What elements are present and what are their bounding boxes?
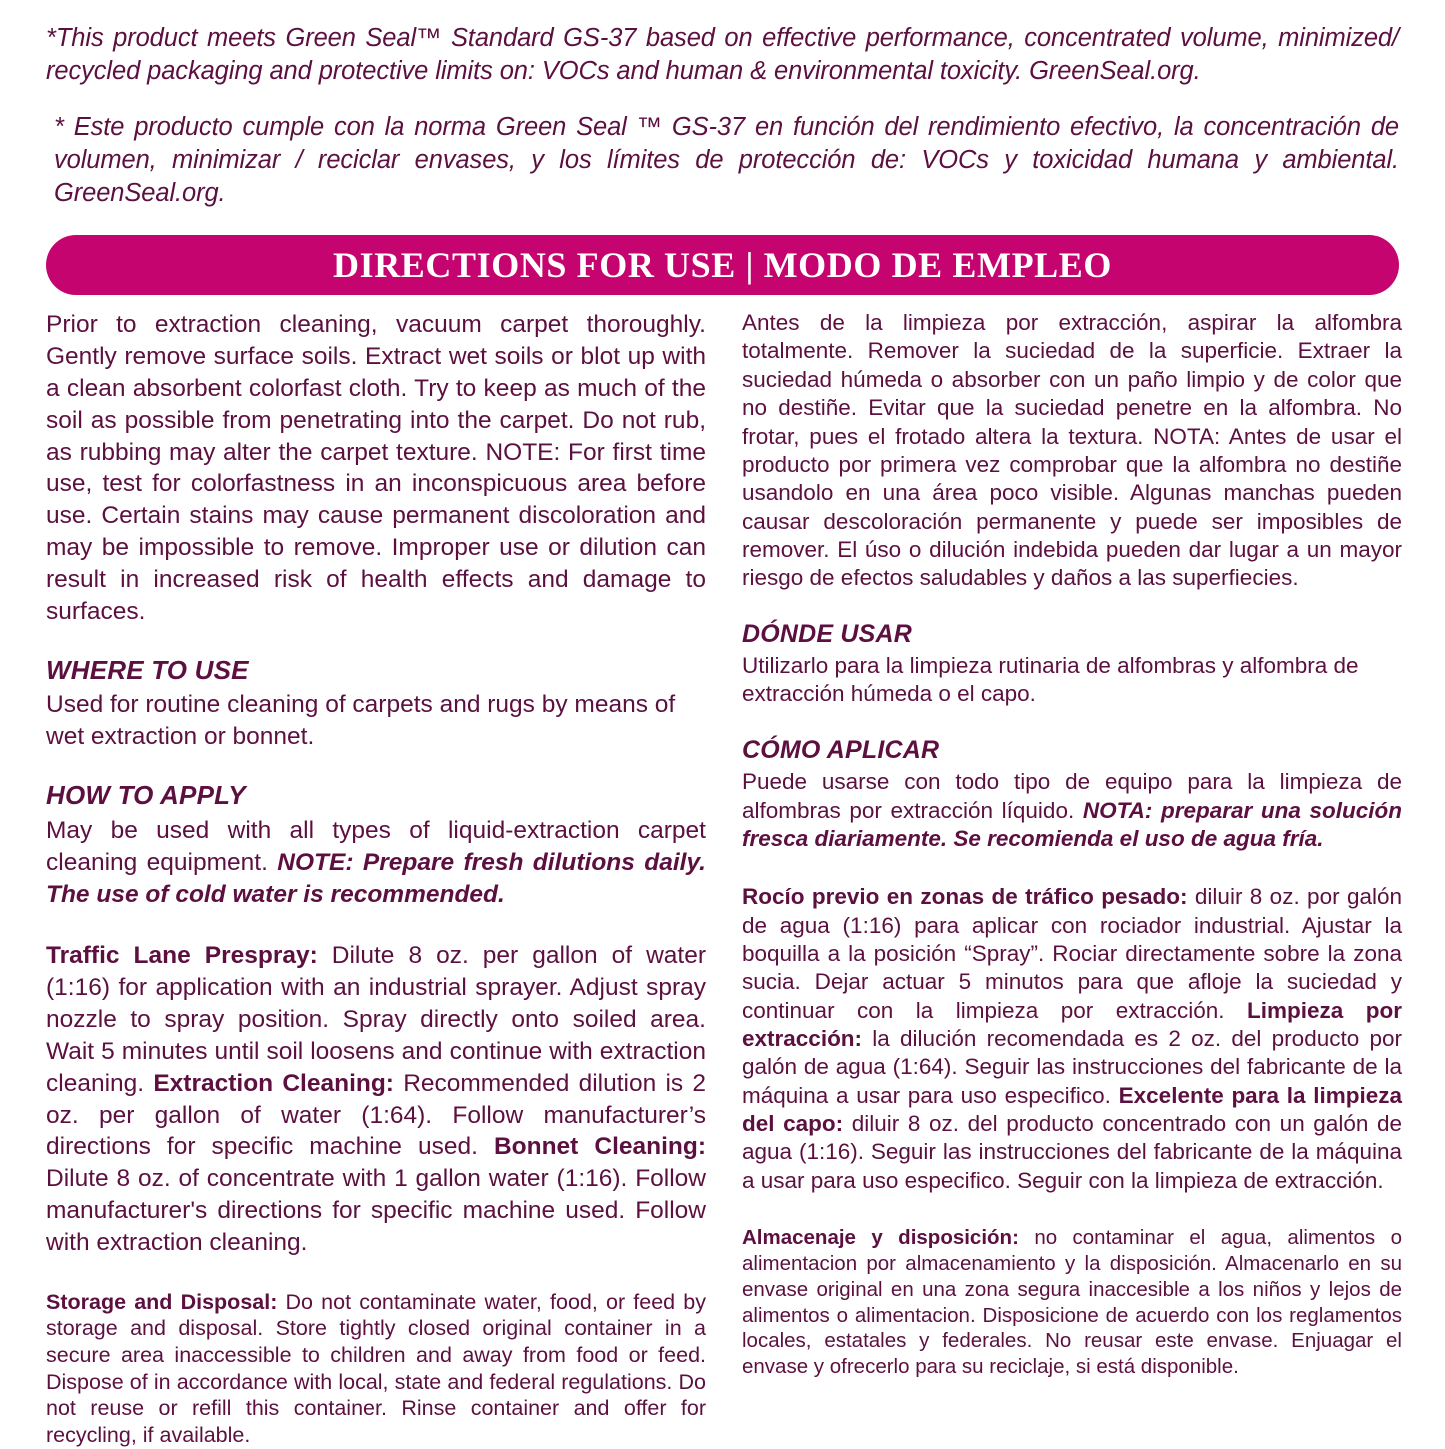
spanish-how-to-apply-heading: CÓMO APLICAR — [742, 735, 940, 764]
english-how-to-apply-heading: HOW TO APPLY — [46, 780, 246, 811]
english-extraction-label: Extraction Cleaning: — [153, 1069, 394, 1097]
spanish-storage-paragraph — [742, 1225, 1402, 1380]
english-storage-label: Storage and Disposal: — [46, 1289, 278, 1314]
spanish-extraccion-label: Limpieza por extracción: — [742, 997, 1403, 1051]
english-where-to-use-body: Used for routine cleaning of carpets and rugs by means of wet extraction or bonnet. — [46, 691, 676, 751]
green-seal-footnote-english: *This product meets Green Seal™ Standard GS-37 based on effective performance, concentrated volume, minimized/ recycled packaging and protective limits on: VOCs and human & environmental toxicity. GreenSeal.org. — [46, 24, 1399, 85]
english-storage-body: Do not contaminate water, food, or feed by storage and disposal. Store tightly closed original container in a secure area inaccessible to children and away from food or feed. Dispose of in accordance with local, state and federal regulations. Do not reuse or refill this container. Rinse container and offer for recycling, if available. — [46, 1289, 706, 1448]
spanish-capo-body: diluir 8 oz. del producto concentrado con un galón de agua (1:16). Seguir las instrucciones del fabricante de la máquina a usar para uso especifico. Seguir con la limpieza de extracción. — [742, 1111, 1402, 1193]
spanish-column — [742, 309, 1402, 1380]
spanish-prespray-body: diluir 8 oz. por galón de agua (1:16) para aplicar con rociador industrial. Ajustar la boquilla a la posición “Spray”. Rociar directamente sobre la zona sucia. Dejar actuar 5 minutos para que afloje la suciedad y continuar con la limpieza por extracción. — [742, 884, 1403, 1023]
spanish-prespray-label: Rocío previo en zonas de tráfico pesado: — [742, 884, 1188, 910]
english-bonnet-label: Bonnet Cleaning: — [493, 1133, 706, 1161]
spanish-how-to-apply-body — [742, 768, 1402, 853]
directions-columns — [46, 309, 1403, 1449]
green-seal-footnote-spanish: * Este producto cumple con la norma Green Seal ™ GS-37 en función del rendimiento efectivo, la concentración de volumen, minimizar / reciclar envases, y los límites de protección de: VOCs y toxicidad humana y ambiental. GreenSeal.org. — [54, 113, 1399, 207]
english-how-to-apply-note: NOTE: Prepare fresh dilutions daily. The use of cold water is recommended. — [46, 848, 706, 908]
spanish-intro-paragraph: Antes de la limpieza por extracción, aspirar la alfombra totalmente. Remover la suciedad de la superficie. Extraer la suciedad húmeda o absorber con un paño limpio y de color que no destiñe. Evitar que la suciedad penetre en la alfombra. No frotar, pues el frotado altera la textura. NOTA: Antes de usar el producto por primera vez comprobar que la alfombra no destiñe usandolo en una área poco visible. Algunas manchas pueden causar descoloración permanente y puede ser imposibles de remover. El úso o dilución indebida pueden dar lugar a un mayor riesgo de efectos saludables y daños a las superfiecies. — [742, 310, 1402, 591]
english-where-to-use-heading: WHERE TO USE — [46, 654, 249, 685]
english-storage-paragraph — [46, 1289, 706, 1449]
spanish-where-to-use-body: Utilizarlo para la limpieza rutinaria de alfombras y alfombra de extracción húmeda o el capo. — [742, 653, 1359, 707]
english-dilution-paragraph — [46, 940, 706, 1258]
english-how-to-apply-body — [46, 815, 706, 911]
directions-banner — [46, 235, 1399, 295]
spanish-dilution-paragraph — [742, 883, 1402, 1195]
english-intro-paragraph: Prior to extraction cleaning, vacuum carpet thoroughly. Gently remove surface soils. Extract wet soils or blot up with a clean absorbent colorfast cloth. Try to keep as much of the soil as possible from penetrating into the carpet. Do not rub, as rubbing may alter the carpet texture. NOTE: For first time use, test for colorfastness in an inconspicuous area before use. Certain stains may cause permanent discoloration and may be impossible to remove. Improper use or dilution can result in increased risk of health effects and damage to surfaces. — [46, 311, 706, 625]
spanish-how-to-apply-text: Puede usarse con todo tipo de equipo para la limpieza de alfombras por extracción líquido. — [742, 769, 1402, 823]
spanish-how-to-apply-note: NOTA: preparar una solución fresca diariamente. Se recomienda el uso de agua fría. — [742, 797, 1403, 851]
directions-banner-label: DIRECTIONS FOR USE | MODO DE EMPLEO — [332, 245, 1112, 286]
english-how-to-apply-text: May be used with all types of liquid-extraction carpet cleaning equipment. — [46, 816, 706, 876]
spanish-where-to-use-heading: DÓNDE USAR — [742, 619, 913, 648]
spanish-almacenaje-body: no contaminar el agua, alimentos o alimentacion por almacenamiento y la disposición. Almacenarlo en su envase original en una zona segura inaccesible a los niños y lejos de alimentos o alimentacion. Disposicione de acuerdo con los reglamentos locales, estatales y federales. No reusar este envase. Enjuagar el envase y ofrecerlo para su reciclaje, si está disponible. — [742, 1226, 1402, 1379]
english-extraction-body: Recommended dilution is 2 oz. per gallon of water (1:64). Follow manufacturer’s directions for specific machine used. — [46, 1069, 706, 1161]
english-bonnet-body: Dilute 8 oz. of concentrate with 1 gallon water (1:16). Follow manufacturer's directions for specific machine used. Follow with extraction cleaning. — [46, 1165, 706, 1256]
english-traffic-lane-label: Traffic Lane Prespray: — [46, 942, 318, 970]
spanish-almacenaje-label: Almacenaje y disposición: — [742, 1226, 1019, 1250]
english-column — [46, 309, 706, 1449]
english-traffic-lane-body: Dilute 8 oz. per gallon of water (1:16) for application with an industrial sprayer. Adjust spray nozzle to spray position. Spray directly onto soiled area. Wait 5 minutes until soil loosens and continue with extraction cleaning. — [46, 942, 706, 1097]
spanish-capo-label: Excelente para la limpieza del capo: — [742, 1082, 1402, 1137]
spanish-extraccion-body: la dilución recomendada es 2 oz. del producto por galón de agua (1:64). Seguir las instrucciones del fabricante de la máquina a usar para uso especifico. — [742, 1026, 1402, 1108]
